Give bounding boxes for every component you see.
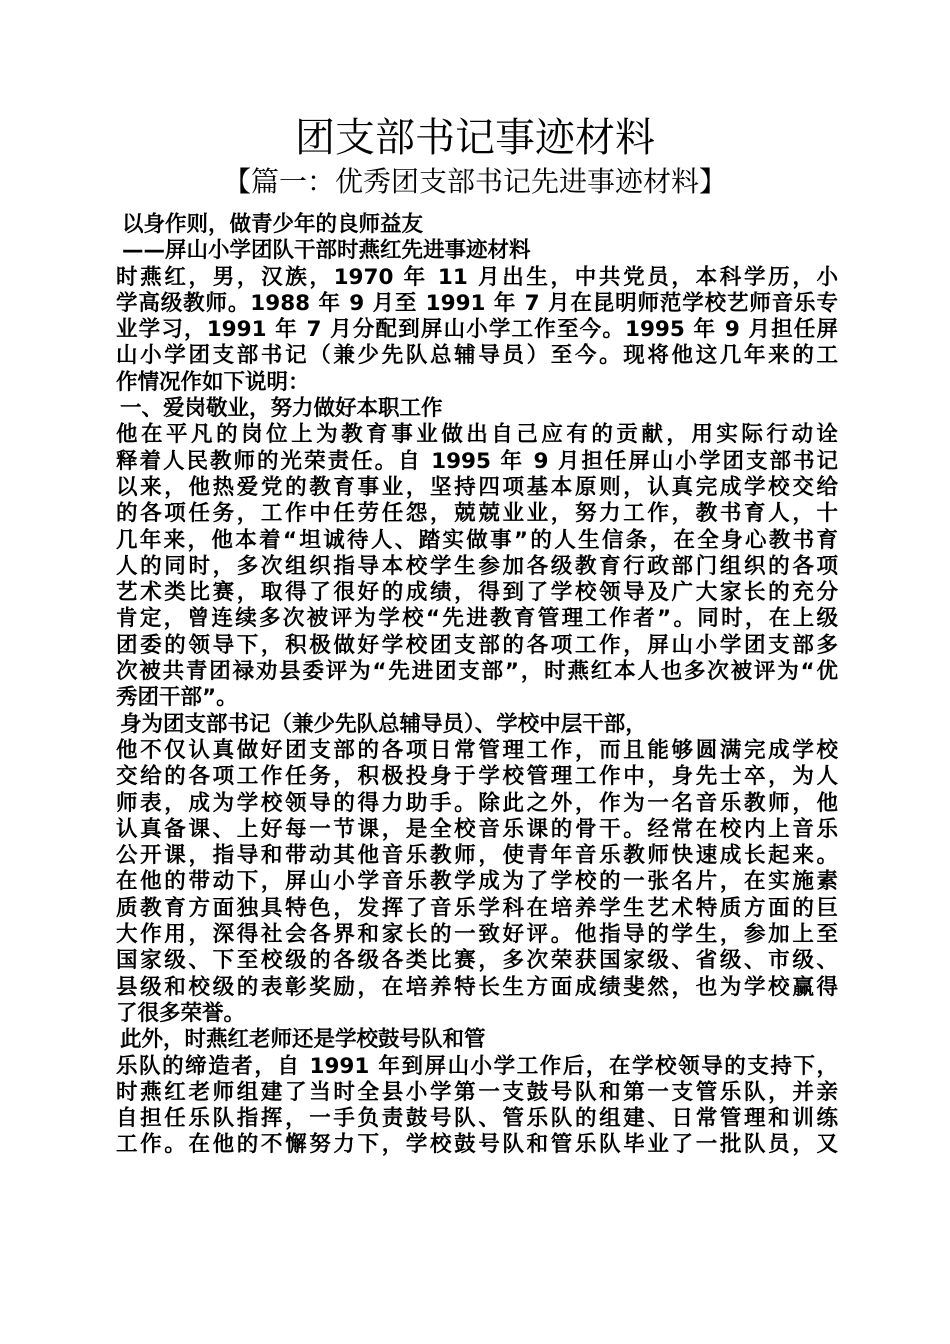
text-line: 次被共青团禄劝县委评为“先进团支部”，时燕红本人也多次被评为“优 [116, 659, 838, 685]
text-line: 山小学团支部书记（兼少先队总辅导员）至今。现将他这几年来的工 [116, 343, 838, 369]
text-line: 交给的各项工作任务，积极投身于学校管理工作中，身先士卒，为人 [116, 764, 838, 790]
text-line: 国家级、下至校级的各级各类比赛，多次荣获国家级、省级、市级、 [116, 948, 838, 974]
text-line: 一、爱岗敬业，努力做好本职工作 [120, 396, 443, 422]
document-subtitle: 【篇一：优秀团支部书记先进事迹材料】 [222, 165, 727, 198]
text-line: 自担任乐队指挥，一手负责鼓号队、管乐队的组建、日常管理和训练 [116, 1106, 838, 1132]
text-line: 时燕红老师组建了当时全县小学第一支鼓号队和第一支管乐队，并亲 [116, 1079, 838, 1105]
text-line: 师表，成为学校领导的得力助手。除此之外，作为一名音乐教师，他 [116, 790, 838, 816]
text-line: 艺术类比赛，取得了很好的成绩，得到了学校领导及广大家长的充分 [116, 580, 838, 606]
text-line: 人的同时，多次组织指导本校学生参加各级教育行政部门组织的各项 [116, 553, 838, 579]
document-title: 团支部书记事迹材料 [295, 115, 655, 161]
text-line: 他不仅认真做好团支部的各项日常管理工作，而且能够圆满完成学校 [116, 737, 838, 763]
text-line: 业学习，1991 年 7 月分配到屏山小学工作至今。1995 年 9 月担任屏 [116, 317, 838, 343]
text-line: 在他的带动下，屏山小学音乐教学成为了学校的一张名片，在实施素 [116, 869, 838, 895]
text-line: 大作用，深得社会各界和家长的一致好评。他指导的学生，参加上至 [116, 922, 838, 948]
text-line: 肯定，曾连续多次被评为学校“先进教育管理工作者”。同时，在上级 [116, 606, 838, 632]
document-body [116, 212, 838, 1159]
text-line: 他在平凡的岗位上为教育事业做出自己应有的贡献，用实际行动诠 [116, 422, 838, 448]
text-line: 几年来，他本着“坦诚待人、踏实做事”的人生信条，在全身心教书育 [116, 527, 838, 553]
text-line: 身为团支部书记（兼少先队总辅导员）、学校中层干部， [120, 711, 647, 737]
text-line: 时燕红，男，汉族，1970 年 11 月出生，中共党员，本科学历，小 [116, 264, 838, 290]
text-line: 质教育方面独具特色，发挥了音乐学科在培养学生艺术特质方面的巨 [116, 895, 838, 921]
text-line: 的各项任务，工作中任劳任怨，兢兢业业，努力工作，教书育人，十 [116, 501, 838, 527]
text-line: 秀团干部”。 [116, 685, 238, 711]
text-line: 学高级教师。1988 年 9 月至 1991 年 7 月在昆明师范学校艺师音乐专 [116, 290, 838, 316]
text-line: 释着人民教师的光荣责任。自 1995 年 9 月担任屏山小学团支部书记 [116, 448, 838, 474]
text-line: 作情况作如下说明： [116, 369, 310, 395]
text-line: 以来，他热爱党的教育事业，坚持四项基本原则，认真完成学校交给 [116, 474, 838, 500]
text-line: ——屏山小学团队干部时燕红先进事迹材料 [122, 238, 531, 264]
text-line: 公开课，指导和带动其他音乐教师，使青年音乐教师快速成长起来。 [116, 843, 838, 869]
text-line: 团委的领导下，积极做好学校团支部的各项工作，屏山小学团支部多 [116, 632, 838, 658]
text-line: 了很多荣誉。 [116, 1000, 246, 1026]
text-line: 乐队的缔造者，自 1991 年到屏山小学工作后，在学校领导的支持下， [116, 1053, 838, 1079]
text-line: 认真备课、上好每一节课，是全校音乐课的骨干。经常在校内上音乐 [116, 816, 838, 842]
text-line: 此外，时燕红老师还是学校鼓号队和管 [120, 1027, 486, 1053]
text-line: 工作。在他的不懈努力下，学校鼓号队和管乐队毕业了一批队员，又 [116, 1132, 838, 1158]
text-line: 以身作则，做青少年的良师益友 [122, 212, 424, 237]
text-line: 县级和校级的表彰奖励，在培养特长生方面成绩斐然，也为学校赢得 [116, 974, 838, 1000]
